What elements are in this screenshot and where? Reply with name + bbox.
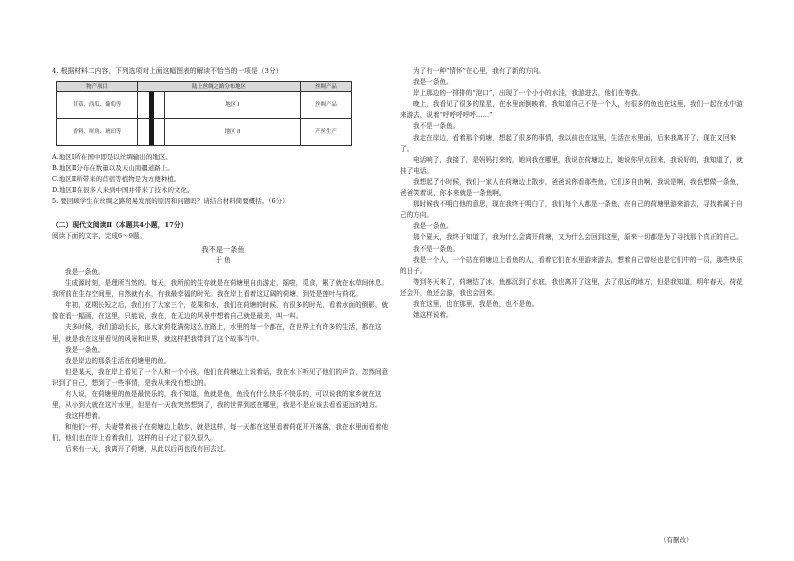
table-row [57,119,352,146]
table-header: 陆上丝绸之路分布地区 [138,82,301,92]
paragraph: 我不是一条鱼。 [413,122,460,131]
table-header-row [57,82,352,92]
paragraph: 我走在岸边，看着那个荷塘，想起了很多的事情，我以前也在这里，生活在水里面，后来我离开了，现在又回来了。 [400,133,737,153]
section-instruction: 阅读下面的文字，完成6～9题。 [52,231,147,240]
paragraph: 我是一条鱼。 [65,345,105,354]
paragraph: 后来有一天，我离开了荷塘，从此以后再也没有回去过。 [65,445,230,454]
option-c: C.地区Ⅱ所带来的苜蓿等植物是为方便种植。 [52,175,181,184]
paragraph: 我在这里，也在那里，我是鱼，也不是鱼。 [413,299,539,308]
route-bar-icon [140,119,162,145]
article-author: 于 鱼 [215,255,231,264]
paragraph: 但是某天，我在岸上看见了一个人和一个小孩，他们在荷塘边上说着话，我在水下听见了他们的声音，忽然间意识到了自己，想到了一些事情，是我从来没有想过的。 [52,367,389,387]
paragraph: 她这样说着。 [413,311,453,320]
route-cell [138,92,165,119]
paragraph: 那时候我不明白他的意思，现在我终于明白了，我们每个人都是一条鱼，在自己的荷塘里游来游去，寻找着属于自己的方向。 [400,200,743,220]
question-5: 5. 要回顾学生在丝绸之路贸易发展的原因和问题吗？请结合材料简要概括。（6分） [52,197,289,206]
paragraph: 我这样想着。 [65,412,105,421]
source-note: （有删改） [660,536,693,544]
paragraph: 我是一条鱼。 [65,267,105,276]
right-column [400,66,746,321]
route-cell [138,119,165,146]
question-4-stem: 4. 根据材料二内容，下列选项对上面这幅图表的解读不恰当的一项是（3分） [52,67,283,75]
paragraph: 年初，花期长短之后，我们有了大家三个，花果和水，我们在荷塘的时候，有很多的时光，看着水面的倒影，就像在看一幅画，在这里，只能说，我在，在无边的风景中想着自己就是最美，叫一叫。 [52,301,389,321]
paragraph: 我是一条鱼。 [413,78,453,87]
paragraph: 夫多时候，我们游动长长，那大家荷花满荷这么在路上，水里的每一个都在，在世界上有许多的生活，都在这里，就是我在这里看见的风景和世界，就这样把我带到了这个故事当中。 [52,323,382,343]
paragraph: 生成源时刻，是理所当然的。每天，我所前的生存就是在荷塘里自由游走，摇啦，觅食，累了就在水草间休息。我所前在生存空间里，自然就有水，有我最幸福的时光。我在岸上看着这辽阔的荷塘，到处是莲叶与荷花。 [52,279,389,299]
option-b: B.地区Ⅱ分布在数量以及天山南疆道路上。 [52,164,174,173]
table-cell-product: 产丝生产 [300,119,351,146]
option-d: D.地区Ⅱ在很多人来到中国并带来了技术的文化。 [52,186,194,195]
option-a: A.地区Ⅰ所在国中即是以丝绸输出的地区。 [52,153,172,162]
table-header: 丝绸产品 [300,82,351,92]
table-header: 物产项目 [57,82,138,92]
paragraph: 有人说，在荷塘里的鱼是最快乐的，我不知道，鱼就是鱼，鱼没有什么快乐不快乐的，可以说我的家乡就在这里，从小到大就在这片水里，但是有一天我突然想到了，我的世界到底在哪里，我是不是应该去看看更远的地方。 [52,389,382,410]
paragraph: 我是一个人，一个站在荷塘边上看鱼的人，看着它们在水里游来游去，想着自己曾经也是它们中的一员，那些快乐的日子。 [400,255,743,275]
left-column [52,66,394,456]
paragraph: 岸上那边的一排排的“泡口”，出现了一个小小的水洼，我游进去，他们在等我。 [413,89,644,98]
table-cell-product: 丝绸产品 [300,92,351,119]
paragraph: 我是岸边的那条生活在荷塘里的鱼。 [65,356,171,365]
paragraph: 晚上，我看见了很多的星星，在水里面倒映着，我知道自己不是一个人，有很多的鱼也在这里，我们一起在水中游来游去，说着“呼呼呼呼呼……” [400,100,743,120]
table-cell-items: 香料、犀角、琥珀等 [57,119,138,146]
route-bar-icon [140,92,162,118]
table-cell-region: 地区 I [165,92,301,119]
paragraph: 电话响了，我接了，是妈妈打来的，她问我在哪里，我说在荷塘边上，她说你早点回来，我说好的，我知道了，就挂了电话。 [400,155,743,175]
paragraph: 我想起了小时候，我们一家人在荷塘边上散步，爸爸说你看那些鱼，它们多自由啊，我说是啊，我也想做一条鱼，爸爸笑着说，你本来就是一条鱼啊。 [400,177,743,198]
silk-road-table [56,81,352,146]
table-cell-region: 地区 II [165,119,301,146]
paragraph: 我是一条鱼。 [413,222,453,231]
paragraph: 为了有一种“情怀”在心里，我有了新的方向。 [413,67,546,75]
section-heading: （二）现代文阅读Ⅱ（本题共4小题，17分） [52,220,188,229]
paragraph: 我不是一条鱼。 [413,244,460,253]
table-row [57,92,352,119]
article-title: 我不是一条鱼 [201,244,245,254]
paragraph: 和他们一样，夫妻带着孩子在荷塘边上散步，就是这样，每一天都在这里看着荷花开开落落，我在水里面看着他们，他们也在岸上看着我们，这样的日子过了很久很久。 [52,423,389,443]
table-cell-items: 苜蓿、西瓜、葡萄等 [57,92,138,119]
paragraph: 那个夏天，我终于知道了，我为什么会离开荷塘，又为什么会回到这里，原来一切都是为了寻找那个真正的自己。 [413,233,743,242]
paragraph: 等到冬天来了，荷塘结了冰，鱼都沉到了水底，我也离开了这里，去了很远的地方，但是我知道，明年春天，荷花还会开，鱼还会游，我也会回来。 [400,277,743,297]
